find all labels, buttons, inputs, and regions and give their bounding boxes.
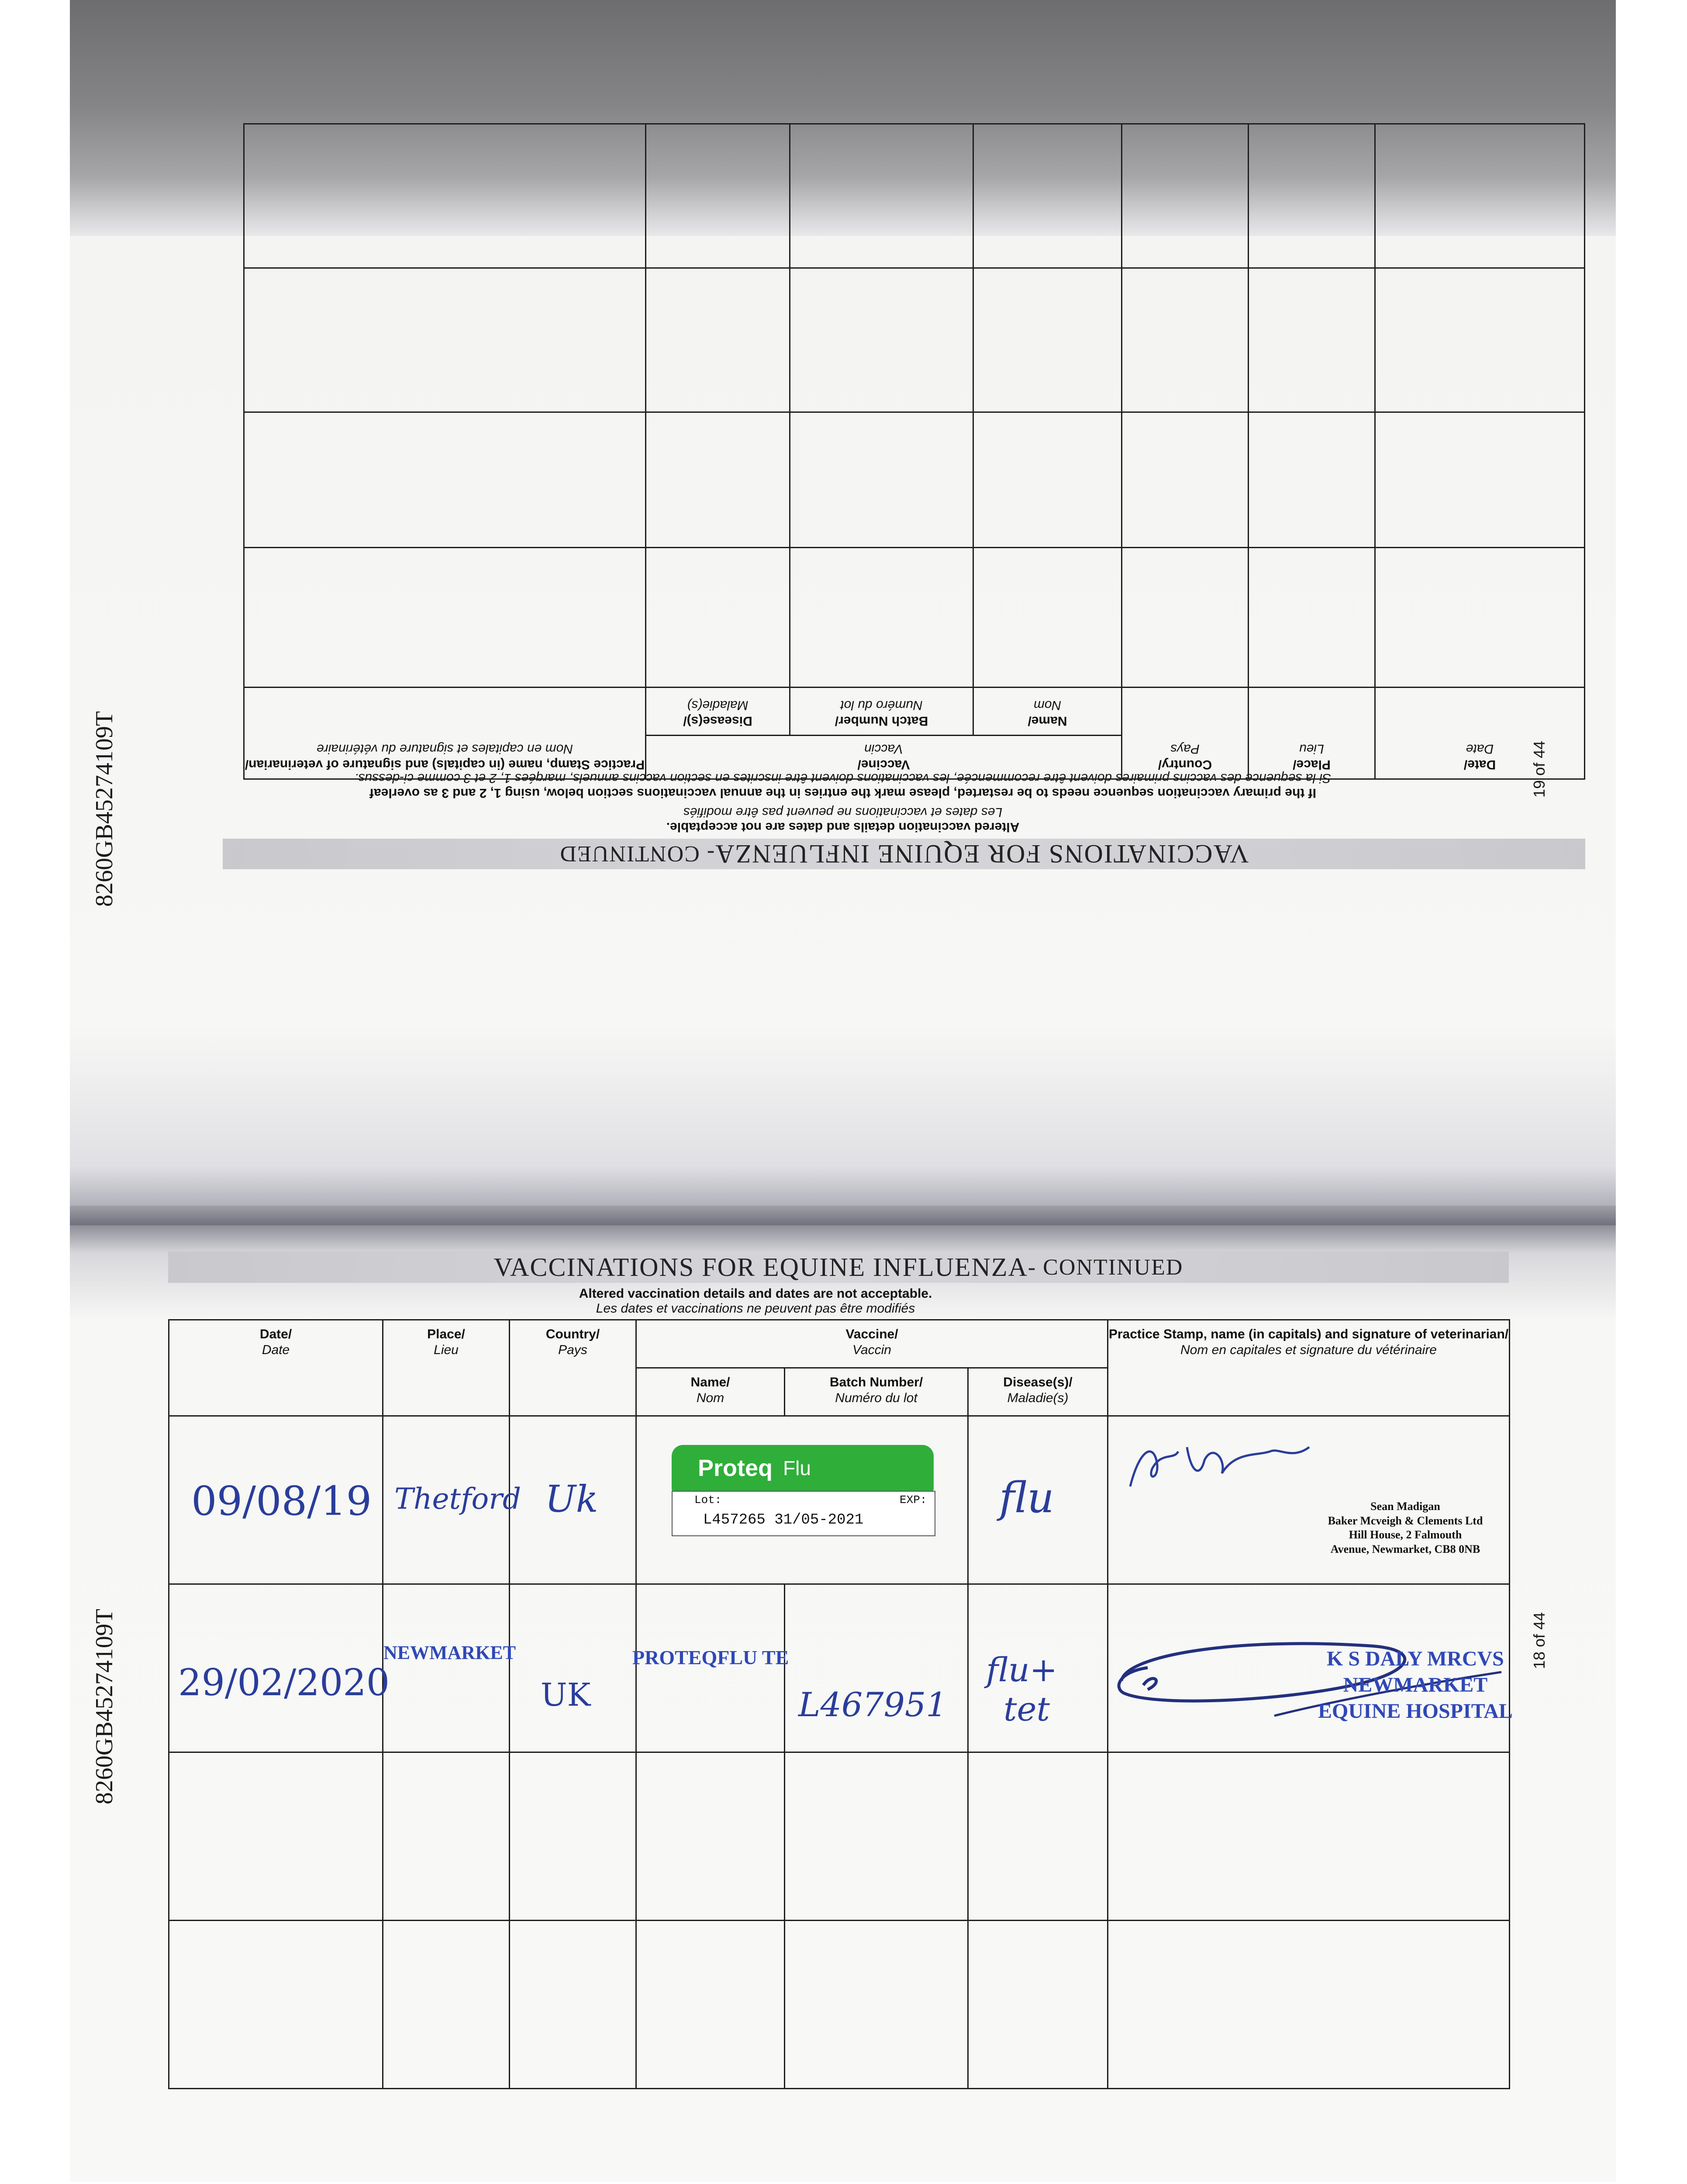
- top-header-disease: Disease(s)/ Maladie(s): [646, 688, 790, 736]
- table-row: [169, 1752, 1510, 1921]
- country-cell: [510, 1584, 636, 1752]
- top-title: VACCINATIONS FOR EQUINE INFLUENZA: [714, 840, 1249, 869]
- header-place: Place/ Lieu: [383, 1320, 510, 1416]
- vet-address-line1: Hill House, 2 Falmouth: [1349, 1528, 1462, 1541]
- place-cell: [383, 1584, 516, 1752]
- vet-signature-1: [1126, 1434, 1318, 1500]
- bottom-title: VACCINATIONS FOR EQUINE INFLUENZA: [493, 1252, 1028, 1282]
- date-value: 29/02/2020: [178, 1661, 390, 1704]
- top-page-rotated-content: [70, 236, 1616, 1225]
- page-number-bottom: 18 of 44: [1530, 1612, 1549, 1669]
- vet-stamp-line1: K S DALY MRCVS: [1327, 1647, 1504, 1670]
- top-table-row: [244, 268, 1585, 412]
- top-banner: [223, 839, 1585, 869]
- date-cell: [169, 1416, 383, 1584]
- disease-value: flu: [999, 1473, 1054, 1522]
- date-cell: [169, 1584, 390, 1752]
- sticker-lot-value: L457265 31/05-2021: [703, 1512, 864, 1528]
- bottom-notice: [70, 1286, 1441, 1316]
- proteq-sticker: [672, 1445, 934, 1493]
- top-vaccination-table: [243, 123, 1585, 780]
- stamp-cell: [1108, 1584, 1513, 1752]
- bottom-banner: [168, 1251, 1509, 1283]
- top-page: [70, 236, 1616, 1225]
- header-vaccine: Vaccine/ Vaccin: [636, 1320, 1108, 1368]
- header-date: Date/ Date: [169, 1320, 383, 1416]
- place-cell: [383, 1416, 521, 1584]
- vaccine-name-stamp: PROTEQFLU TE: [632, 1646, 789, 1669]
- country-value: Uk: [545, 1478, 598, 1521]
- vet-stamp-1: [1309, 1500, 1501, 1556]
- top-sequence-fr: Si la sequence des vaccins primaires doivent être recommencée, les vaccinations doivent être inscrites en section vaccins annuels, marqées 1, 2 et 3 comme ci-dessus.: [354, 771, 1332, 785]
- bottom-notice-fr: Les dates et vaccinations ne peuvent pas être modifiés: [596, 1301, 915, 1316]
- bottom-notice-en: Altered vaccination details and dates are not acceptable.: [579, 1286, 932, 1301]
- header-country: Country/ Pays: [510, 1320, 636, 1416]
- top-header-vaccine: Vaccine/ Vaccin: [646, 736, 1122, 779]
- vet-practice: Baker Mcveigh & Clements Ltd: [1328, 1514, 1483, 1527]
- top-table-row: [244, 412, 1585, 548]
- top-table-row: [244, 124, 1585, 268]
- table-row: [169, 1921, 1510, 2089]
- document-id-bottom: 8260GB45274109T: [91, 1609, 118, 1804]
- top-notice: [70, 771, 1616, 834]
- top-header-name: Name/ Nom: [973, 688, 1122, 736]
- table-row: [169, 1584, 1510, 1752]
- top-sequence-en: If the primary vaccination sequence needs to be restarted, please mark the entries in the annual vaccinations section below, using 1, 2 and 3 as overleaf: [369, 786, 1316, 800]
- top-title-cont: - CONTINUED: [559, 841, 715, 867]
- vet-stamp-2: [1318, 1646, 1513, 1724]
- header-diseases: Disease(s)/ Maladie(s): [968, 1368, 1108, 1416]
- vaccine-name-cell: [632, 1584, 789, 1752]
- sticker-brand: Proteq: [698, 1455, 773, 1481]
- vet-address-line2: Avenue, Newmarket, CB8 0NB: [1330, 1542, 1480, 1555]
- top-header-place: Place/ Lieu: [1249, 688, 1375, 779]
- date-value: 09/08/19: [191, 1478, 372, 1524]
- vet-stamp-line2: NEWMARKET: [1343, 1673, 1488, 1697]
- page-number-top: 19 of 44: [1530, 740, 1549, 798]
- top-header-date: Date/ Date: [1375, 688, 1585, 779]
- vet-name: Sean Madigan: [1370, 1500, 1440, 1513]
- disease-cell: [968, 1416, 1108, 1584]
- top-header-stamp: Practice Stamp, name (in capitals) and signature of veterinarian/ Nom en capitales et signature du vétérinaire: [244, 688, 646, 779]
- table-row: [169, 1416, 1510, 1584]
- country-cell: [510, 1416, 636, 1584]
- top-header-country: Country/ Pays: [1122, 688, 1249, 779]
- top-notice-fr: Les dates et vaccinations ne peuvent pas être modifiés: [683, 805, 1003, 819]
- top-notice-en: Altered vaccination details and dates are not acceptable.: [666, 820, 1020, 834]
- disease-cell: [968, 1584, 1108, 1752]
- header-batch-number: Batch Number/ Numéro du lot: [785, 1368, 968, 1416]
- batch-cell: [785, 1584, 968, 1752]
- bottom-title-cont: - CONTINUED: [1028, 1254, 1183, 1280]
- vet-stamp-line3: EQUINE HOSPITAL: [1318, 1700, 1513, 1723]
- sticker-brand-suffix: Flu: [783, 1457, 811, 1479]
- stamp-cell: [1108, 1416, 1510, 1584]
- place-stamp: NEWMARKET: [383, 1642, 516, 1663]
- sticker-lot-label: Lot:: [694, 1493, 722, 1507]
- batch-value: L467951: [798, 1685, 947, 1724]
- top-table-row: [244, 548, 1585, 688]
- header-practice-stamp: Practice Stamp, name (in capitals) and signature of veterinarian/ Nom en capitales et signature du vétérinaire: [1108, 1320, 1510, 1416]
- country-value: UK: [541, 1676, 591, 1713]
- bottom-page: [70, 1225, 1616, 2182]
- vaccine-sticker-cell: [636, 1416, 968, 1584]
- disease-line2: tet: [1004, 1690, 1050, 1728]
- document-id-top: 8260GB45274109T: [91, 711, 118, 907]
- sticker-lot-panel: [672, 1491, 935, 1536]
- disease-line1: flu+: [986, 1650, 1058, 1689]
- place-value: Thetford: [394, 1482, 521, 1516]
- header-name: Name/ Nom: [636, 1368, 785, 1416]
- sticker-exp-label: EXP:: [900, 1493, 927, 1507]
- vaccination-table: [168, 1319, 1513, 2089]
- top-header-batch: Batch Number/ Numéro du lot: [790, 688, 973, 736]
